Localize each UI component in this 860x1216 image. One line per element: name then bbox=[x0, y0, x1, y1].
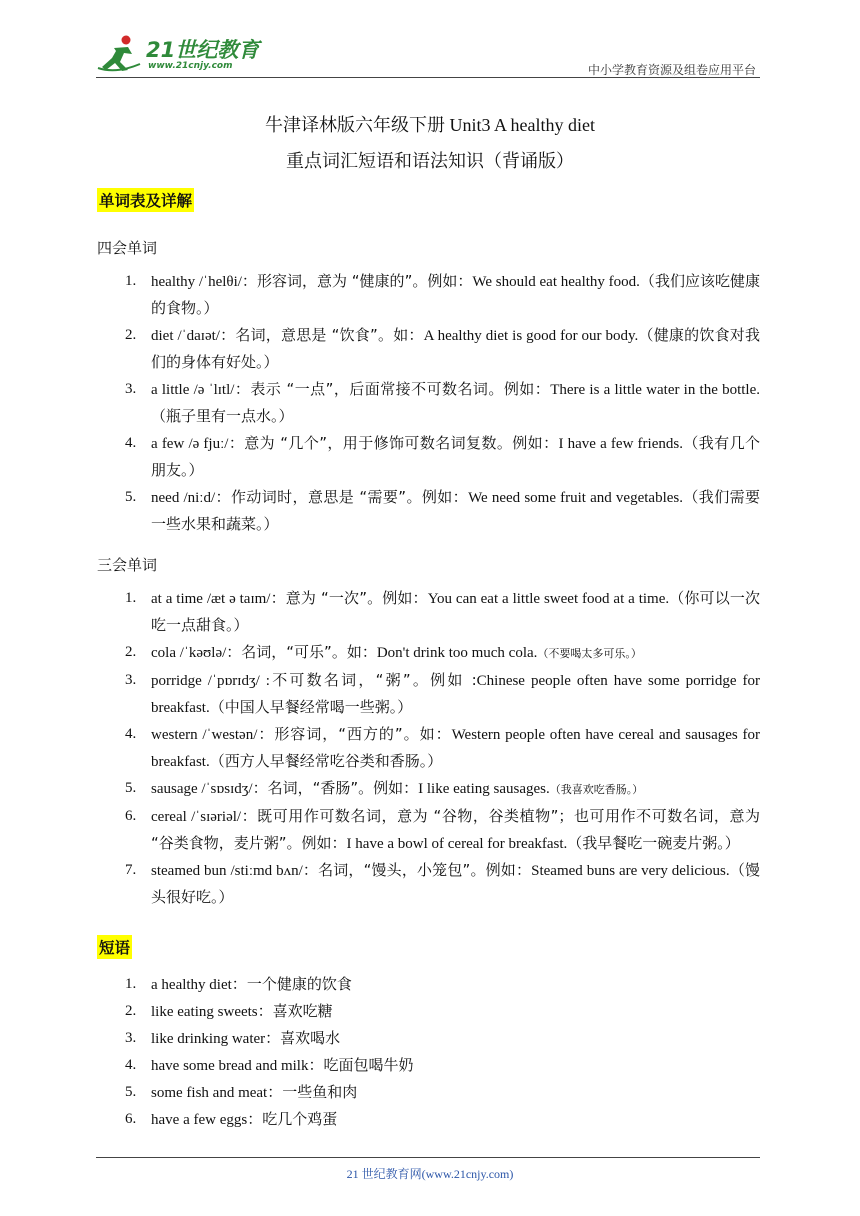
list-item: 3. porridge /ˈpɒrɪdʒ/ :不可数名词，“粥”。例如 :Chinese people often have some porridge for breakfast.（中国人早餐经常喝一些粥。） bbox=[125, 671, 760, 716]
list-item: 3. like drinking water：喜欢喝水 bbox=[125, 1029, 341, 1047]
list-item: 7. steamed bun /stiːmd bʌn/：名词，“馒头，小笼包”。例如：Steamed buns are very delicious.（馒头很好吃。） bbox=[125, 861, 760, 906]
doc-subtitle: 重点词汇短语和语法知识（背诵版） bbox=[286, 151, 574, 172]
list-item: 2. like eating sweets：喜欢吃糖 bbox=[125, 1002, 333, 1020]
section-heading-vocab: 单词表及详解 bbox=[97, 188, 194, 212]
running-figure-icon bbox=[96, 34, 144, 74]
list-item: 5. need /niːd/：作动词时，意思是 “需要”。例如：We need some fruit and vegetables.（我们需要一些水果和蔬菜。） bbox=[125, 488, 760, 533]
phrase-list bbox=[97, 971, 760, 1133]
page-header bbox=[96, 30, 760, 78]
list-item: 4. western /ˈwestən/：形容词，“西方的”。如：Western people often have cereal and sausages for breakfast.（西方人早餐经常吃谷类和香肠。） bbox=[125, 725, 760, 770]
list-item: 1. at a time /æt ə taɪm/：意为 “一次”。例如：You can eat a little sweet food at a time.（你可以一次吃一点甜食。） bbox=[125, 589, 760, 634]
four-skill-list bbox=[97, 268, 760, 538]
list-item: 1. healthy /ˈhelθi/：形容词，意为 “健康的”。例如：We should eat healthy food.（我们应该吃健康的食物。） bbox=[125, 272, 760, 317]
four-skill-label: 四会单词 bbox=[97, 239, 158, 257]
list-item: 2. cola /ˈkəʊlə/：名词，“可乐”。如：Don't drink too much cola.（不要喝太多可乐。） bbox=[125, 643, 642, 661]
list-item: 2. diet /ˈdaɪət/：名词，意思是 “饮食”。如：A healthy diet is good for our body.（健康的饮食对我们的身体有好处。） bbox=[125, 326, 760, 371]
doc-title: 牛津译林版六年级下册 Unit3 A healthy diet bbox=[265, 115, 595, 135]
list-item: 5. some fish and meat：一些鱼和肉 bbox=[125, 1083, 358, 1101]
header-divider bbox=[96, 77, 760, 78]
list-item: 5. sausage /ˈsɒsɪdʒ/：名词，“香肠”。例如：I like eating sausages.（我喜欢吃香肠。） bbox=[125, 779, 644, 797]
header-tagline: 中小学教育资源及组卷应用平台 bbox=[587, 63, 756, 77]
list-item: 6. cereal /ˈsɪəriəl/：既可用作可数名词，意为 “谷物，谷类植物”；也可用作不可数名词，意为 “谷类食物，麦片粥”。例如：I have a bowl of cereal for breakfast.（我早餐吃一碗麦片粥。） bbox=[125, 807, 760, 852]
footer-divider bbox=[96, 1157, 760, 1158]
list-item: 6. have a few eggs：吃几个鸡蛋 bbox=[125, 1110, 338, 1128]
page-footer: 21 世纪教育网(www.21cnjy.com) bbox=[346, 1167, 514, 1181]
list-item: 4. a few /ə fjuː/：意为 “几个”，用于修饰可数名词复数。例如：I have a few friends.（我有几个朋友。） bbox=[125, 434, 760, 479]
list-item: 1. a healthy diet：一个健康的饮食 bbox=[125, 975, 352, 993]
three-skill-list bbox=[97, 585, 760, 911]
section-heading-phrases: 短语 bbox=[97, 935, 132, 959]
logo-url: www.21cnjy.com bbox=[148, 61, 233, 71]
list-item: 3. a little /ə ˈlɪtl/：表示 “一点”，后面常接不可数名词。例如：There is a little water in the bottle.（瓶子里有一点水。） bbox=[125, 380, 760, 425]
list-item: 4. have some bread and milk：吃面包喝牛奶 bbox=[125, 1056, 414, 1074]
logo bbox=[96, 34, 266, 76]
logo-text: 21世纪教育 bbox=[146, 38, 260, 62]
three-skill-label: 三会单词 bbox=[97, 556, 158, 574]
